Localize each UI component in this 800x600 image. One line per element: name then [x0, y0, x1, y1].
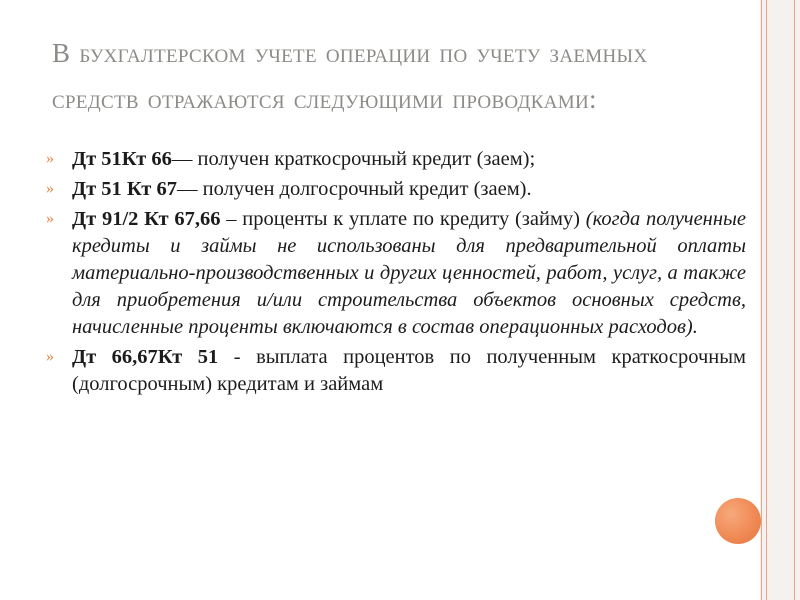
entry-text: — получен краткосрочный кредит (заем);: [171, 148, 536, 170]
entry-text: - выплата процентов по полученным краткосрочным (долгосрочным) кредитам и займам: [72, 346, 746, 395]
entry-code: Дт 91/2 Кт 67,66: [72, 208, 221, 230]
decorative-orange-circle: [715, 498, 761, 544]
list-item: [46, 146, 746, 173]
list-item: [46, 206, 746, 341]
list-item: [46, 344, 746, 398]
bullet-icon: »: [46, 150, 54, 167]
bullet-list: [46, 146, 746, 401]
entry-code: Дт 66,67Кт 51: [72, 346, 219, 368]
border-line: [761, 0, 762, 600]
border-line: [766, 0, 767, 600]
entry-code: Дт 51Кт 66: [72, 148, 172, 170]
entry-text: – проценты к уплате по кредиту (займу): [220, 208, 586, 230]
list-item: [46, 176, 746, 203]
bullet-icon: »: [46, 348, 54, 365]
slide-title: В бухгалтерском учете операции по учету заемных средств отражаются следующими проводками:: [52, 38, 648, 114]
entry-code: Дт 51 Кт 67: [72, 178, 177, 200]
entry-note: (когда полученные кредиты и займы не использованы для предварительной оплаты материально-производственных и других ценностей, работ, услуг, а также для приобретения и/или строительства объектов основных средств, начисленные проценты включаются в состав операционных расходов).: [72, 208, 746, 338]
bullet-icon: »: [46, 180, 54, 197]
border-line: [794, 0, 795, 600]
entry-text: — получен долгосрочный кредит (заем).: [176, 178, 532, 200]
bullet-icon: »: [46, 210, 54, 227]
